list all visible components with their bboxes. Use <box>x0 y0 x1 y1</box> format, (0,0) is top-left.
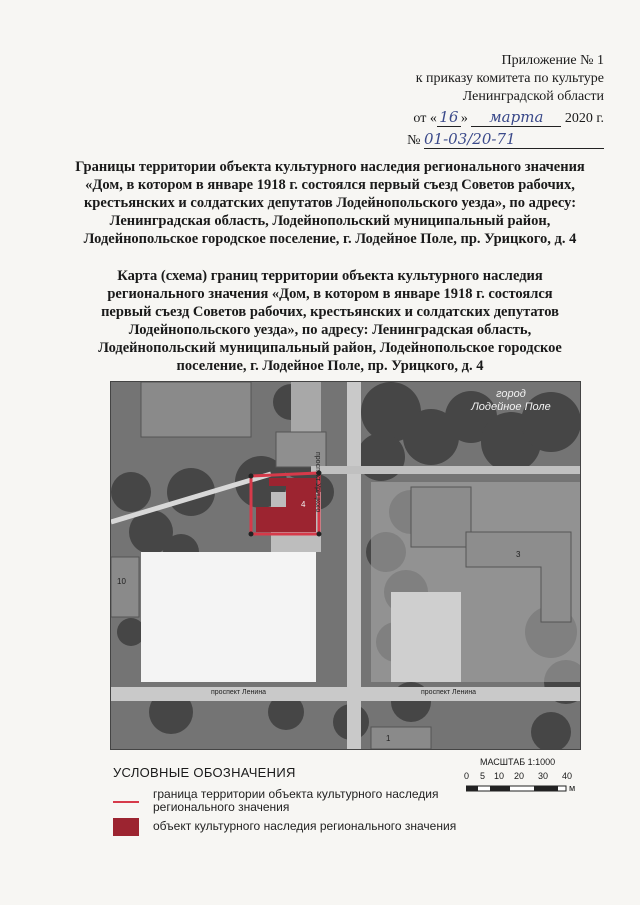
road-lenina <box>111 687 580 701</box>
building-e1 <box>411 487 471 547</box>
scale-graphic <box>466 785 578 793</box>
appendix-number: № 01-03/20-71 <box>324 130 604 150</box>
scale-tick: 40 <box>562 771 573 781</box>
order-number: 01-03/20-71 <box>424 130 604 149</box>
map-title: Карта (схема) границ территории объекта культурного наследия регионального значения «Дом, в котором в январе 1918 г. состоялся первый съезд Советов рабочих, крестьянских и солдатских депутатов Лодейнопольского уезда», по адресу: Ленинградская область, Лодейнопольский муниципальный район, Лодейнопольское городское поселение, г. Лодейное Поле, пр. Урицкого, д. 4 <box>98 268 562 374</box>
appendix-date: от « 16 » марта 2020 г. <box>413 108 604 126</box>
scale-tick: 5 <box>480 771 486 781</box>
object-symbol <box>113 818 139 836</box>
street-label-lenina-right: проспект Ленина <box>421 689 477 696</box>
building-nw <box>141 382 251 437</box>
appendix-block <box>324 52 604 150</box>
scale-tick: 30 <box>538 771 549 781</box>
building-number-1: 1 <box>386 734 391 743</box>
building-10 <box>111 557 139 617</box>
date-year: 2020 г. <box>564 111 604 126</box>
document-title: Границы территории объекта культурного наследия регионального значения «Дом, в котором в январе 1918 г. состоялся первый съезд Советов рабочих, крестьянских и солдатских депутатов Лодейнопольского уезда», по адресу: Ленинградская область, Лодейнопольский муниципальный район, Лодейнопольское городское поселение, г. Лодейное Поле, пр. Урицкого, д. 4 <box>75 159 585 247</box>
scale-title: МАСШТАБ 1:1000 <box>480 757 556 767</box>
scale-tick: 20 <box>514 771 525 781</box>
appendix-title: Приложение № 1 <box>501 53 604 68</box>
map-image <box>111 382 580 749</box>
map-scheme <box>110 381 581 750</box>
appendix-region: Ленинградской области <box>462 89 604 104</box>
building-number-3: 3 <box>516 550 521 559</box>
road-cross <box>311 466 580 474</box>
building-1 <box>371 727 431 749</box>
east-courtyard <box>391 592 461 682</box>
square-area <box>141 552 316 682</box>
legend-text-boundary: граница территории объекта культурного наследия регионального значения <box>153 787 439 814</box>
street-label-uritskogo: проспект Урицкого <box>314 452 321 513</box>
city-label: город Лодейное Поле <box>471 388 551 413</box>
legend-text-object: объект культурного наследия регионального значения <box>153 819 457 833</box>
legend-title: УСЛОВНЫЕ ОБОЗНАЧЕНИЯ <box>113 765 296 780</box>
scale-tick: 10 <box>494 771 505 781</box>
appendix-order-ref: к приказу комитета по культуре <box>415 71 604 86</box>
building-number-object: 4 <box>301 500 306 509</box>
scale-ticks <box>462 771 582 783</box>
street-label-lenina-left: проспект Ленина <box>211 689 267 696</box>
date-day: 16 <box>437 108 461 127</box>
scale-unit: м <box>569 783 576 793</box>
scale-tick: 0 <box>464 771 470 781</box>
building-number-10: 10 <box>117 577 126 586</box>
date-month: марта <box>471 108 561 127</box>
boundary-line-symbol <box>113 801 139 803</box>
